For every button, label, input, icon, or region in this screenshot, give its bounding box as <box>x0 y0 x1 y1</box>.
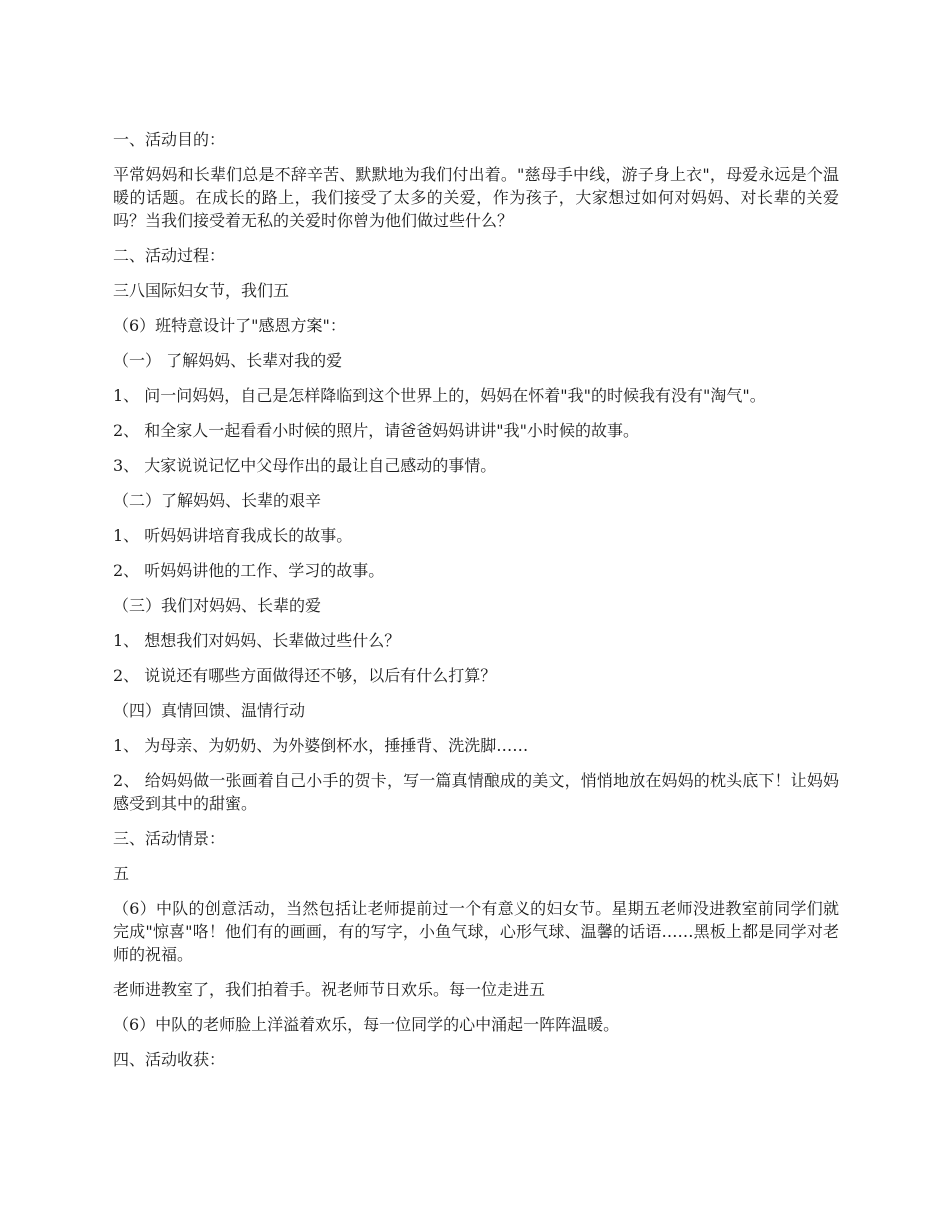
subheading-part-1: （一） 了解妈妈、长辈对我的爱 <box>113 351 343 370</box>
section-heading-scene: 三、活动情景： <box>113 829 226 848</box>
section-heading-purpose: 一、活动目的： <box>113 130 226 149</box>
paragraph-scene-class: 五 <box>113 864 130 883</box>
list-item-3-1: 1、 想想我们对妈妈、长辈做过些什么？ <box>113 631 401 650</box>
paragraph-scene-body: （6）中队的创意活动，当然包括让老师提前过一个有意义的妇女节。星期五老师没进教室前同学们就完成"惊喜"咯！他们有的画画，有的写字，小鱼气球，心形气球、温馨的话语……黑板上都是同学对老师的祝福。 <box>113 899 839 964</box>
paragraph-process-plan: （6）班特意设计了"感恩方案"： <box>113 316 346 335</box>
list-item-2-1: 1、 听妈妈讲培育我成长的故事。 <box>113 526 353 545</box>
subheading-part-2: （二）了解妈妈、长辈的艰辛 <box>113 491 322 510</box>
list-item-3-2: 2、 说说还有哪些方面做得还不够，以后有什么打算？ <box>113 666 497 685</box>
paragraph-scene-teacher: 老师进教室了，我们拍着手。祝老师节日欢乐。每一位走进五 <box>113 980 546 999</box>
subheading-part-4: （四）真情回馈、温情行动 <box>113 701 306 720</box>
list-item-4-2: 2、 给妈妈做一张画着自己小手的贺卡，写一篇真情酿成的美文，悄悄地放在妈妈的枕头底下！让妈妈感受到其中的甜蜜。 <box>113 771 839 813</box>
paragraph-scene-warmth: （6）中队的老师脸上洋溢着欢乐，每一位同学的心中涌起一阵阵温暖。 <box>113 1015 620 1034</box>
list-item-4-1: 1、 为母亲、为奶奶、为外婆倒杯水，捶捶背、洗洗脚…… <box>113 736 529 755</box>
list-item-1-2: 2、 和全家人一起看看小时候的照片，请爸爸妈妈讲讲"我"小时候的故事。 <box>113 421 639 440</box>
list-item-1-3: 3、 大家说说记忆中父母作出的最让自己感动的事情。 <box>113 456 497 475</box>
section-heading-gains: 四、活动收获： <box>113 1050 226 1069</box>
section-heading-process: 二、活动过程： <box>113 246 226 265</box>
paragraph-purpose-body: 平常妈妈和长辈们总是不辞辛苦、默默地为我们付出着。"慈母手中线，游子身上衣"，母爱永远是个温暖的话题。在成长的路上，我们接受了太多的关爱，作为孩子，大家想过如何对妈妈、对长辈的关爱吗？当我们接受着无私的关爱时你曾为他们做过些什么？ <box>113 165 839 230</box>
paragraph-process-intro: 三八国际妇女节，我们五 <box>113 281 290 300</box>
list-item-2-2: 2、 听妈妈讲他的工作、学习的故事。 <box>113 561 385 580</box>
subheading-part-3: （三）我们对妈妈、长辈的爱 <box>113 596 322 615</box>
document-page <box>113 128 839 1083</box>
list-item-1-1: 1、 问一问妈妈，自己是怎样降临到这个世界上的，妈妈在怀着"我"的时候我有没有"淘气"。 <box>113 386 766 405</box>
